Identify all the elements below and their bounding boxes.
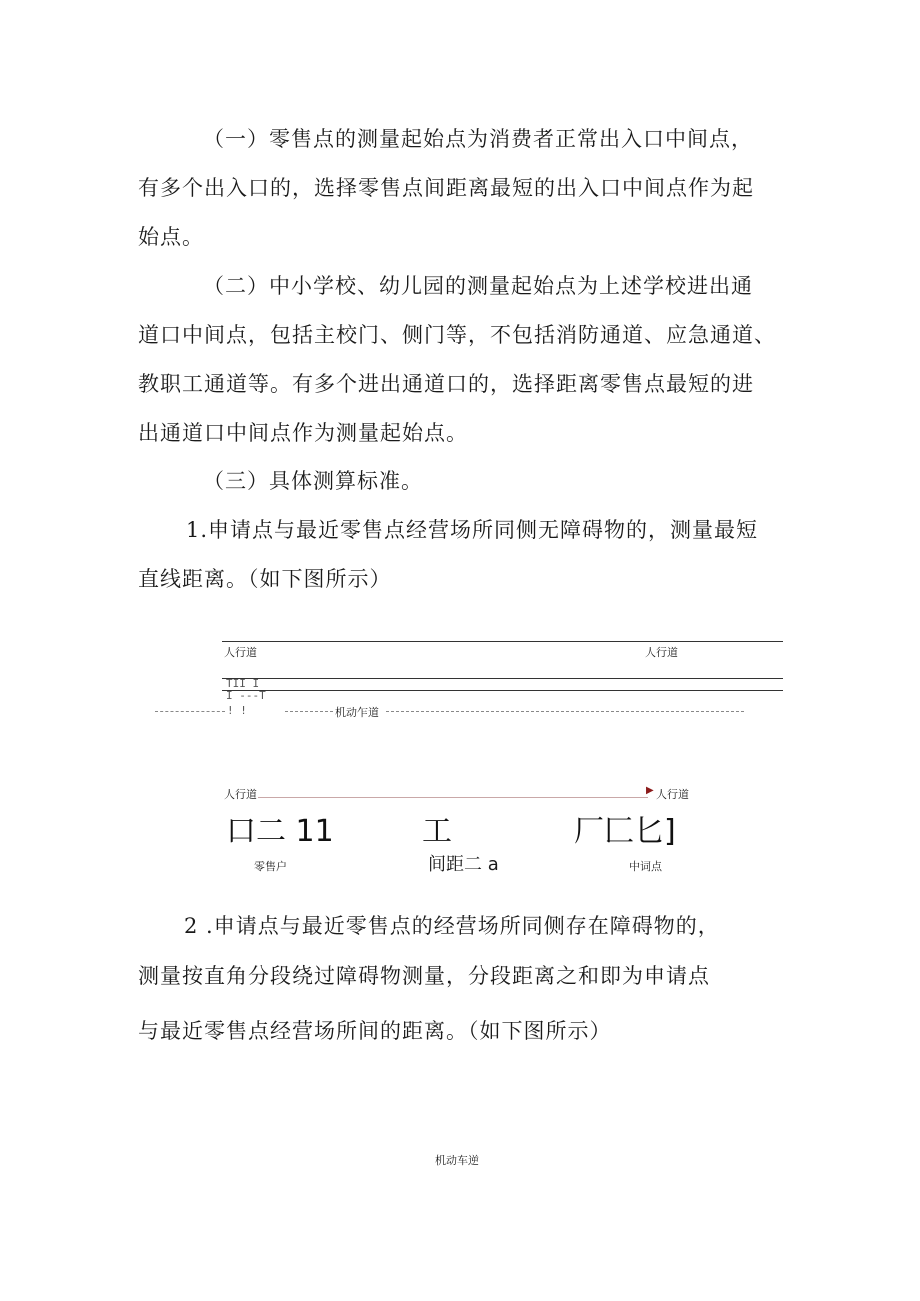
text-line: （一）零售点的测量起始点为消费者正常出入口中间点，	[203, 127, 753, 151]
store-marks: I ---T	[226, 689, 266, 702]
text-line: 始点。	[138, 225, 204, 249]
sidewalk-label-right: 人行道	[645, 646, 678, 659]
text-line: 出通道口中间点作为测量起始点。	[138, 421, 468, 445]
sidewalk-label-left: 人行道	[224, 788, 257, 801]
curb-line	[222, 690, 783, 691]
store-marks: TII I	[226, 677, 260, 690]
text-line: （二）中小学校、幼儿园的测量起始点为上述学校进出通	[203, 274, 753, 298]
text-line: 与最近零售点经营场所间的距离。（如下图所示）	[138, 1019, 612, 1043]
retailer-symbol: 口二 11	[226, 814, 334, 849]
text-line: 直线距离。（如下图所示）	[138, 567, 392, 591]
obstacle-symbol: 工	[422, 814, 452, 849]
road-dashed-line	[285, 711, 333, 712]
text-line: 教职工通道等。有多个进出通道口的，选择距离零售点最短的进	[138, 372, 754, 396]
text-line: 1.申请点与最近零售点经营场所同侧无障碍物的，测量最短	[186, 518, 759, 542]
sidewalk-label-right: 人行道	[656, 788, 689, 801]
road-label: 机动车逆	[435, 1154, 479, 1167]
distance-label: 间距二 a	[428, 854, 499, 875]
road-dashed-line	[386, 711, 744, 712]
text-line: 有多个出入口的，选择零售点间距离最短的出入口中间点作为起	[138, 176, 754, 200]
arrow-head-icon: ▶	[646, 785, 654, 796]
sidewalk-label-left: 人行道	[224, 646, 257, 659]
text-line: 2 .申请点与最近零售点的经营场所同侧存在障碍物的，	[184, 914, 720, 938]
store-marks: ! !	[227, 704, 247, 717]
distance-arrow-line	[258, 797, 648, 798]
text-line: 道口中间点，包括主校门、侧门等，不包括消防通道、应急通道、	[138, 323, 776, 347]
section-heading: （三）具体测算标准。	[203, 469, 423, 493]
sidewalk-edge-line	[222, 641, 783, 642]
curb-line	[222, 678, 783, 679]
retailer-label: 零售户	[254, 860, 287, 873]
applicant-symbol: 厂匚匕]	[574, 814, 676, 849]
road-dashed-line	[155, 711, 225, 712]
road-label: 机动乍道	[335, 706, 379, 719]
applicant-label: 中词点	[629, 860, 662, 873]
text-line: 测量按直角分段绕过障碍物测量，分段距离之和即为申请点	[138, 964, 710, 988]
